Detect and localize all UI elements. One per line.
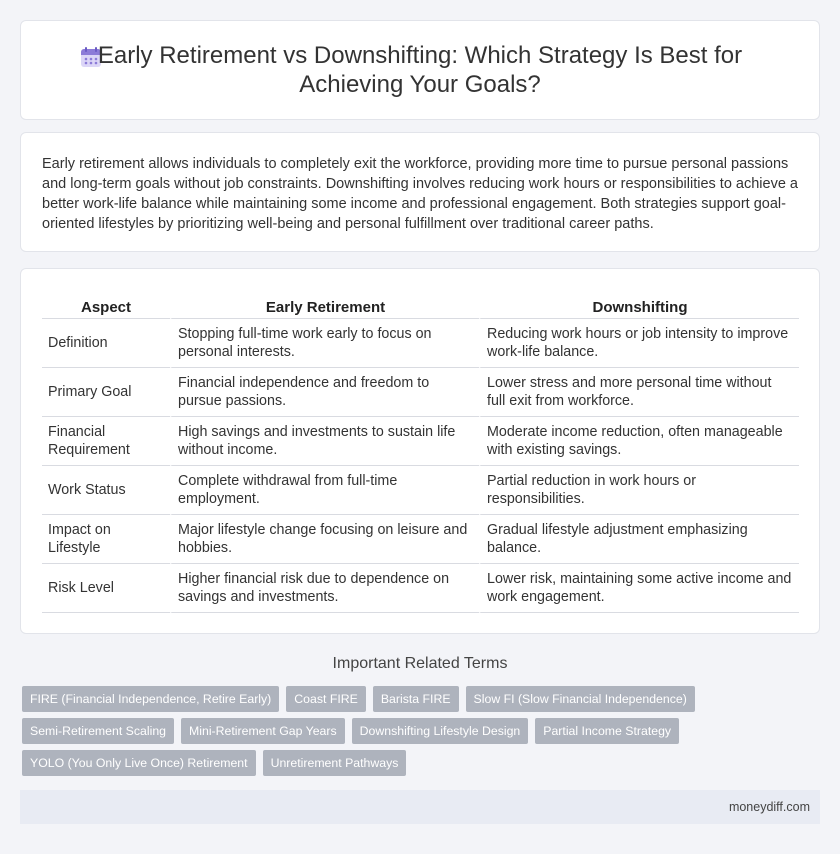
page-title: Early Retirement vs Downshifting: Which Strategy Is Best for Achieving Your Goals? <box>97 42 743 98</box>
comparison-card <box>20 268 820 634</box>
intro-card <box>20 132 820 252</box>
related-term-tag[interactable]: Downshifting Lifestyle Design <box>352 718 529 744</box>
table-row <box>42 466 799 515</box>
header-early-retirement: Early Retirement <box>170 297 479 319</box>
header-aspect: Aspect <box>42 297 170 319</box>
header-downshifting: Downshifting <box>479 297 799 319</box>
related-term-tag[interactable]: Slow FI (Slow Financial Independence) <box>466 686 695 712</box>
related-term-tag[interactable]: Unretirement Pathways <box>263 750 407 776</box>
related-term-tag[interactable]: YOLO (You Only Live Once) Retirement <box>22 750 256 776</box>
row-downshifting: Reducing work hours or job intensity to improve work-life balance. <box>479 319 799 368</box>
related-term-tag[interactable]: Semi-Retirement Scaling <box>22 718 174 744</box>
related-term-tag[interactable]: Mini-Retirement Gap Years <box>181 718 345 744</box>
related-term-tag[interactable]: Coast FIRE <box>286 686 366 712</box>
intro-paragraph: Early retirement allows individuals to completely exit the workforce, providing more time to pursue personal passions and long-term goals without job constraints. Downshifting involves reducing work hours or responsibilities to achieve a better work-life balance while maintaining some income and professional engagement. Both strategies support goal-oriented lifestyles by prioritizing well-being and personal fulfillment over traditional career paths. <box>42 156 798 232</box>
table-header-row <box>42 297 799 319</box>
row-early-retirement: Stopping full-time work early to focus on personal interests. <box>170 319 479 368</box>
row-aspect: Risk Level <box>42 564 170 613</box>
table-row <box>42 515 799 564</box>
comparison-table <box>42 297 799 613</box>
related-term-tag[interactable]: Partial Income Strategy <box>535 718 679 744</box>
row-early-retirement: Complete withdrawal from full-time employment. <box>170 466 479 515</box>
related-terms-list <box>22 686 822 782</box>
row-downshifting: Lower risk, maintaining some active income and work engagement. <box>479 564 799 613</box>
row-early-retirement: Financial independence and freedom to pursue passions. <box>170 368 479 417</box>
row-aspect: Definition <box>42 319 170 368</box>
row-downshifting: Partial reduction in work hours or responsibilities. <box>479 466 799 515</box>
table-row <box>42 564 799 613</box>
row-downshifting: Lower stress and more personal time without full exit from workforce. <box>479 368 799 417</box>
table-row <box>42 319 799 368</box>
row-aspect: Primary Goal <box>42 368 170 417</box>
related-term-tag[interactable]: FIRE (Financial Independence, Retire Early) <box>22 686 279 712</box>
table-row <box>42 368 799 417</box>
row-aspect: Work Status <box>42 466 170 515</box>
row-early-retirement: Major lifestyle change focusing on leisure and hobbies. <box>170 515 479 564</box>
row-downshifting: Moderate income reduction, often manageable with existing savings. <box>479 417 799 466</box>
title-card <box>20 20 820 120</box>
row-aspect: Impact on Lifestyle <box>42 515 170 564</box>
row-early-retirement: High savings and investments to sustain life without income. <box>170 417 479 466</box>
table-row <box>42 417 799 466</box>
footer-site-link[interactable]: moneydiff.com <box>728 800 810 814</box>
related-terms-title: Important Related Terms <box>332 655 508 672</box>
row-downshifting: Gradual lifestyle adjustment emphasizing balance. <box>479 515 799 564</box>
row-aspect: Financial Requirement <box>42 417 170 466</box>
row-early-retirement: Higher financial risk due to dependence on savings and investments. <box>170 564 479 613</box>
footer-bar <box>20 790 820 824</box>
related-term-tag[interactable]: Barista FIRE <box>373 686 459 712</box>
